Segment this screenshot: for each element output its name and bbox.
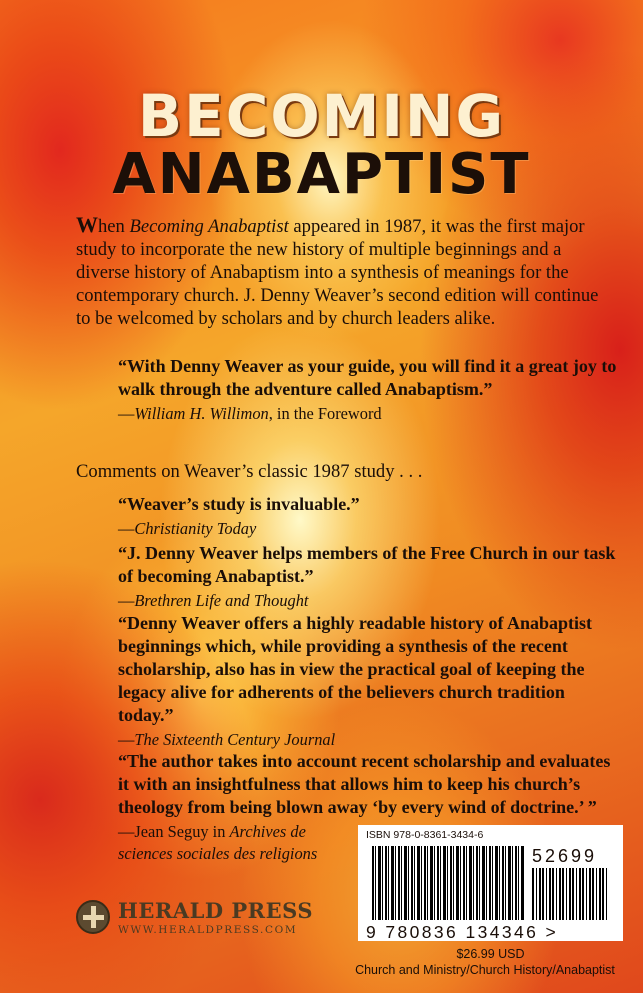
review-2-dash: — [118, 591, 135, 610]
intro-book-title: Becoming Anabaptist [129, 216, 289, 237]
review-1-text: “Weaver’s study is invaluable.” [118, 494, 360, 514]
barcode-addon-bars [532, 868, 608, 920]
review-4-dash: — [118, 822, 135, 841]
category: Church and Ministry/Church History/Anabaptist [355, 963, 615, 977]
intro-paragraph [76, 213, 612, 330]
foreword-dash: — [118, 404, 135, 423]
isbn-barcode-box [358, 825, 623, 941]
intro-rest: appeared in 1987, it was the first major study to incorporate the new history of multiple beginnings and a diverse history of Anabaptism into a synthesis of meanings for the contemporary church. J. Denny Weaver’s second edition will continue to be welcomed by scholars and by church leaders alike. [76, 216, 599, 329]
review-2 [118, 542, 618, 612]
review-3 [118, 612, 618, 751]
herald-press-emblem-icon [76, 900, 110, 934]
barcode-digits: 9 780836 134346 > [366, 922, 559, 942]
foreword-quote [118, 355, 618, 425]
review-2-attribution [118, 590, 618, 612]
publisher-logo [76, 898, 316, 940]
review-3-text: “Denny Weaver offers a highly readable history of Anabaptist beginnings which, while providing a synthesis of the recent scholarship, also has in view the practical goal of keeping the legacy alive for adherents of the believers church tradition today.” [118, 613, 593, 725]
title-line-2: ANABAPTIST [112, 142, 531, 207]
barcode-addon-digits: 52699 [532, 846, 598, 866]
barcode-bars [372, 846, 524, 920]
title-line-1: BECOMING [137, 82, 506, 150]
foreword-attribution [118, 403, 618, 425]
publisher-name: HERALD PRESS [118, 898, 313, 923]
comments-intro: Comments on Weaver’s classic 1987 study . . . [76, 461, 423, 482]
isbn-label: ISBN 978-0-8361-3434-6 [366, 829, 484, 841]
review-2-source: Brethren Life and Thought [134, 591, 309, 610]
publisher-url: WWW.HERALDPRESS.COM [118, 924, 298, 936]
review-4-source: Archives de sciences sociales des religions [118, 822, 318, 863]
intro-dropcap: W [76, 212, 98, 237]
review-1-attribution [118, 518, 618, 540]
review-4-prefix: Jean Seguy in [134, 822, 230, 841]
foreword-quote-text: “With Denny Weaver as your guide, you will find it a great joy to walk through the adventure called Anabaptism.” [118, 356, 617, 399]
review-3-attribution [118, 729, 618, 751]
foreword-suffix: , in the Foreword [268, 404, 382, 423]
review-1-source: Christianity Today [134, 519, 257, 538]
foreword-author: William H. Willimon [134, 404, 269, 423]
review-3-source: The Sixteenth Century Journal [134, 730, 336, 749]
review-1-dash: — [118, 519, 135, 538]
barcode-area [366, 842, 615, 942]
review-1 [118, 493, 618, 540]
intro-lead: hen [98, 216, 130, 237]
price: $26.99 USD [456, 947, 525, 961]
review-2-text: “J. Denny Weaver helps members of the Free Church in our task of becoming Anabaptist.” [118, 543, 616, 586]
review-4-text: “The author takes into account recent scholarship and evaluates it with an insightfulness that allows him to keep his church’s theology from being blown away ‘by every wind of doctrine.’ ” [118, 751, 611, 817]
review-3-dash: — [118, 730, 135, 749]
review-4-attribution [118, 821, 353, 865]
